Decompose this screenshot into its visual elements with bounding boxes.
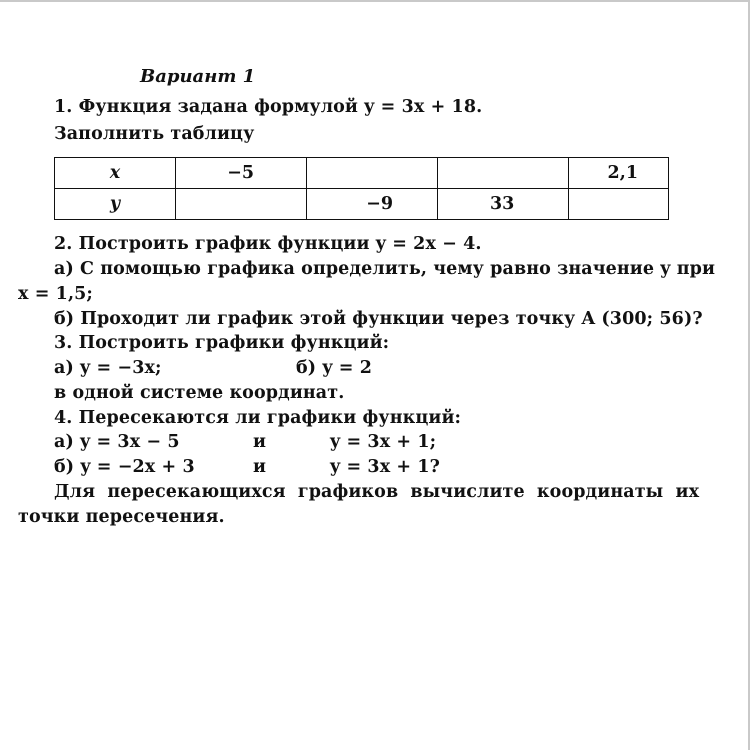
table-row-y xyxy=(55,189,669,220)
table-cell xyxy=(307,158,438,189)
table-cell xyxy=(438,158,569,189)
task3-b: б) y = 2 xyxy=(296,358,373,378)
task4-note-line2: точки пересечения. xyxy=(18,507,225,527)
table-cell-y-label: y xyxy=(55,189,176,220)
task1-heading: 1. Функция задана формулой y = 3x + 18. xyxy=(54,97,483,117)
task2-a-line2: x = 1,5; xyxy=(18,284,93,304)
variant-title: Вариант 1 xyxy=(140,66,256,87)
task1-subheading: Заполнить таблицу xyxy=(54,124,255,144)
table-cell: 33 xyxy=(438,189,569,220)
task4-note-line1: Для пересекающихся графиков вычислите координаты их xyxy=(54,482,700,502)
values-table xyxy=(54,157,669,220)
table-cell: −5 xyxy=(176,158,307,189)
task2-a-line1: а) С помощью графика определить, чему равно значение y при xyxy=(54,259,716,279)
task2-heading: 2. Построить график функции y = 2x − 4. xyxy=(54,234,482,254)
task4-a-left: а) y = 3x − 5 xyxy=(54,432,180,452)
table-cell xyxy=(176,189,307,220)
table-cell: 2,1 xyxy=(569,158,669,189)
task4-a-right: y = 3x + 1; xyxy=(330,432,437,452)
task3-a: а) y = −3x; xyxy=(54,358,162,378)
task3-footer: в одной системе координат. xyxy=(54,383,345,403)
table-cell xyxy=(569,189,669,220)
page-edge-top xyxy=(0,0,750,2)
task4-b-and: и xyxy=(253,457,267,477)
table-row-x xyxy=(55,158,669,189)
table-cell-x-label: x xyxy=(55,158,176,189)
table-cell: −9 xyxy=(307,189,438,220)
task4-b-right: y = 3x + 1? xyxy=(330,457,441,477)
task4-b-left: б) y = −2x + 3 xyxy=(54,457,195,477)
task4-a-and: и xyxy=(253,432,267,452)
task4-heading: 4. Пересекаются ли графики функций: xyxy=(54,408,462,428)
task3-heading: 3. Построить графики функций: xyxy=(54,333,390,353)
task2-b: б) Проходит ли график этой функции через точку A (300; 56)? xyxy=(54,309,703,329)
